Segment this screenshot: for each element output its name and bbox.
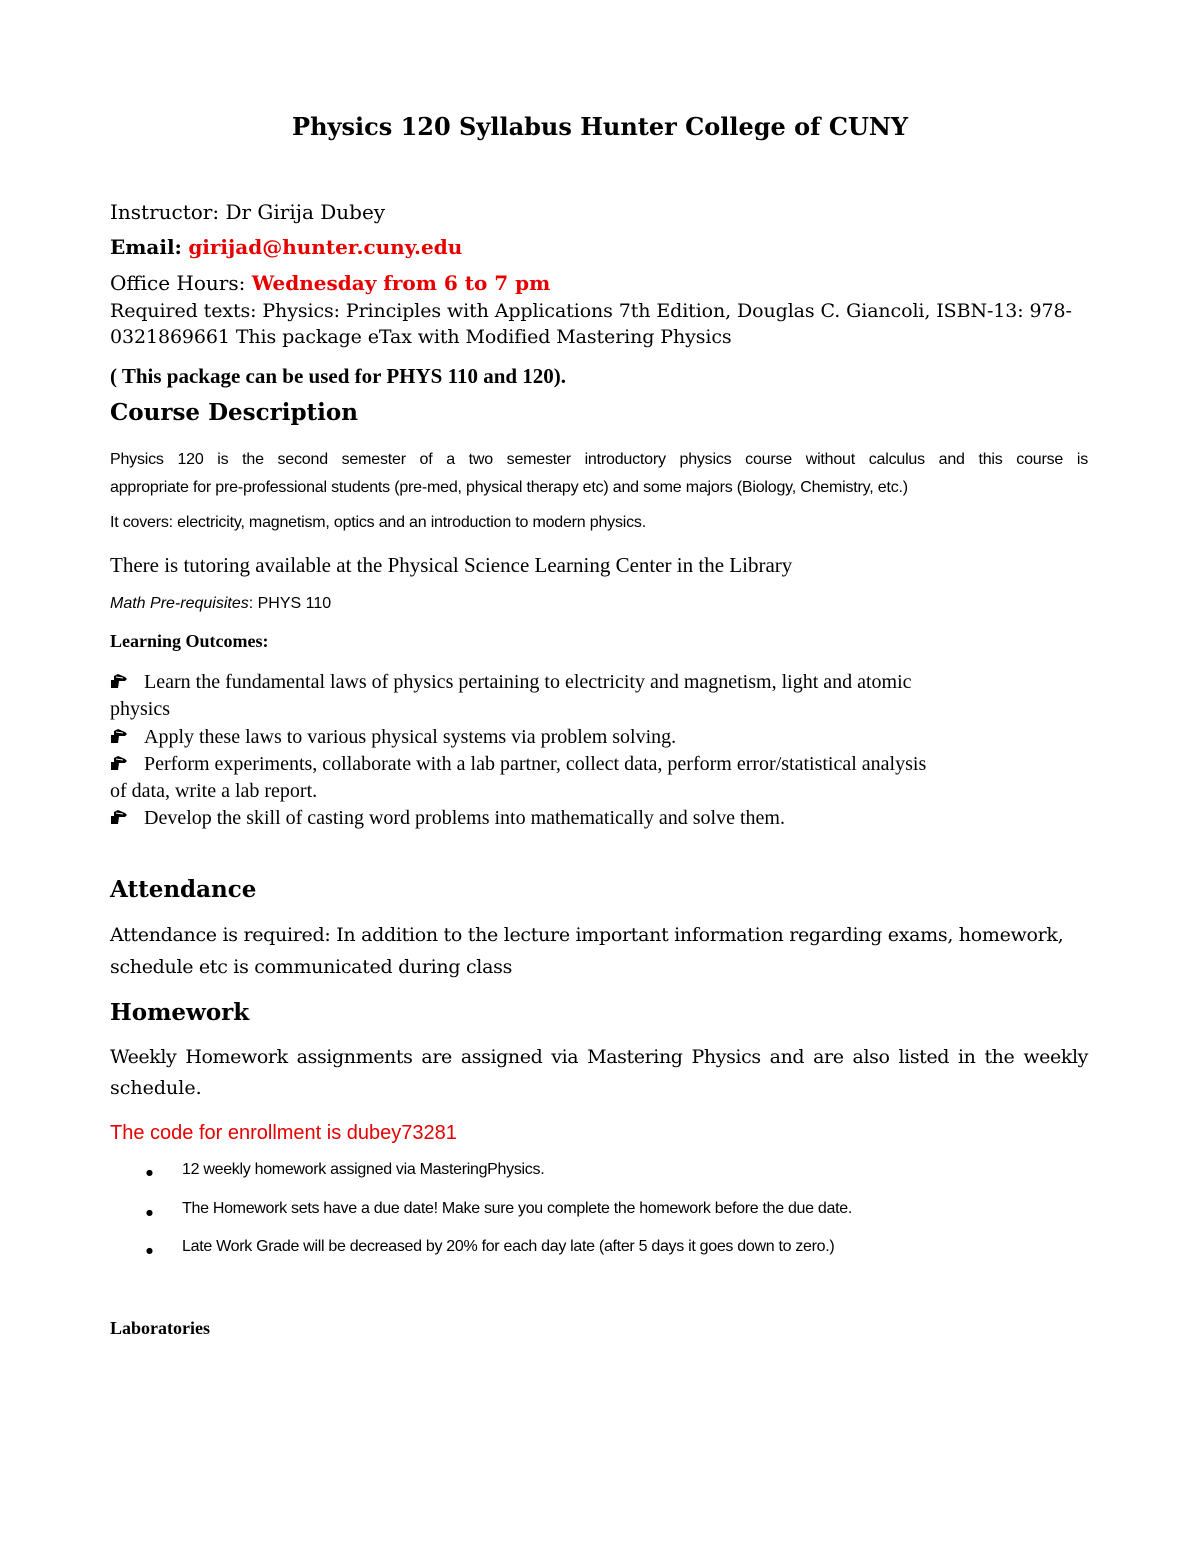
- hand-pointing-icon: [110, 673, 128, 689]
- attendance-line-1: Attendance is required: In addition to the lecture important information regarding exams, homework,: [110, 924, 1064, 946]
- email-label: Email:: [110, 235, 182, 259]
- outcome-text: Perform experiments, collaborate with a lab partner, collect data, perform error/statistical analysis: [144, 753, 927, 775]
- office-hours-line: [110, 271, 550, 295]
- outcome-item-1-continued: physics: [110, 698, 170, 720]
- outcome-item-4: [110, 807, 785, 830]
- hand-pointing-icon: [110, 728, 128, 744]
- outcome-text: Apply these laws to various physical systems via problem solving.: [144, 726, 677, 748]
- learning-outcomes-heading: Learning Outcomes:: [110, 631, 269, 651]
- homework-heading: Homework: [110, 999, 250, 1026]
- bullet-dot: ●: [146, 1168, 153, 1177]
- outcome-text: Develop the skill of casting word problems into mathematically and solve them.: [144, 807, 785, 829]
- enrollment-code: The code for enrollment is dubey73281: [110, 1122, 457, 1144]
- email-line: [110, 235, 462, 259]
- instructor-line: Instructor: Dr Girija Dubey: [110, 200, 386, 224]
- required-texts-line-2: 0321869661 This package eTax with Modified Mastering Physics: [110, 326, 732, 348]
- prerequisites-value: : PHYS 110: [248, 595, 332, 612]
- outcome-item-3: [110, 753, 926, 776]
- required-texts-line-1: Required texts: Physics: Principles with Applications 7th Edition, Douglas C. Giancoli, ISBN-13: 978-: [110, 300, 1072, 322]
- attendance-heading: Attendance: [110, 876, 257, 903]
- course-description-para-line-2: appropriate for pre-professional students (pre-med, physical therapy etc) and some majors (Biology, Chemistry, etc.): [110, 479, 908, 496]
- homework-line-2: schedule.: [110, 1077, 202, 1099]
- course-description-heading: Course Description: [110, 399, 358, 426]
- email-link[interactable]: girijad@hunter.cuny.edu: [188, 235, 463, 259]
- page-title: Physics 120 Syllabus Hunter College of CUNY: [292, 112, 908, 141]
- laboratories-heading: Laboratories: [110, 1318, 210, 1338]
- tutoring-line: There is tutoring available at the Physical Science Learning Center in the Library: [110, 553, 793, 577]
- outcome-item-3-continued: of data, write a lab report.: [110, 780, 318, 802]
- outcome-item-2: [110, 726, 676, 749]
- hand-pointing-icon: [110, 809, 128, 825]
- office-hours-label: Office Hours:: [110, 271, 246, 295]
- hand-pointing-icon: [110, 755, 128, 771]
- course-description-para-line-1: Physics 120 is the second semester of a two semester introductory physics course without calculus and this course is: [110, 451, 1088, 468]
- covers-line: It covers: electricity, magnetism, optics and an introduction to modern physics.: [110, 514, 646, 531]
- homework-bullet-2: The Homework sets have a due date! Make sure you complete the homework before the due date.: [182, 1200, 852, 1217]
- prerequisites-line: [110, 595, 331, 613]
- attendance-line-2: schedule etc is communicated during class: [110, 956, 513, 978]
- package-note: ( This package can be used for PHYS 110 and 120).: [110, 364, 567, 388]
- prerequisites-label: Math Pre-requisites: [110, 595, 249, 612]
- outcome-text: Learn the fundamental laws of physics pertaining to electricity and magnetism, light and atomic: [144, 671, 912, 693]
- homework-bullet-1: 12 weekly homework assigned via MasteringPhysics.: [182, 1161, 545, 1178]
- outcome-item-1: [110, 671, 912, 694]
- homework-bullet-3: Late Work Grade will be decreased by 20% for each day late (after 5 days it goes down to zero.): [182, 1238, 835, 1255]
- homework-line-1: Weekly Homework assignments are assigned via Mastering Physics and are also listed in the weekly: [110, 1046, 1088, 1068]
- bullet-dot: ●: [146, 1208, 153, 1217]
- office-hours-value: Wednesday from 6 to 7 pm: [251, 271, 551, 295]
- bullet-dot: ●: [146, 1246, 153, 1255]
